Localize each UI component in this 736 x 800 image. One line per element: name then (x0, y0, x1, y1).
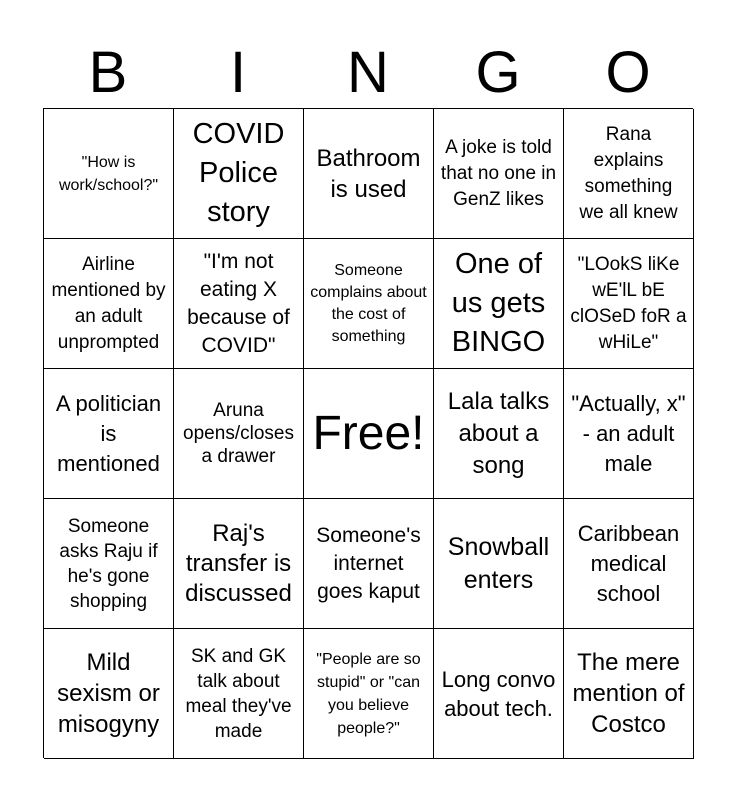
cell-text: "I'm not eating X because of COVID" (187, 249, 290, 357)
cell-text: Long convo about tech. (441, 666, 556, 721)
cell-text: "How is work/school?" (58, 153, 159, 194)
cell-text: COVID Police story (192, 118, 285, 228)
bingo-cell[interactable] (174, 109, 304, 239)
cell-text: Lala talks about a song (447, 387, 550, 479)
bingo-cell[interactable] (304, 239, 434, 369)
cell-text: Mild sexism or misogyny (57, 649, 160, 738)
cell-text: Raj's transfer is discussed (185, 519, 292, 607)
cell-text: Aruna opens/closes a drawer (183, 400, 294, 467)
cell-text: "Actually, x" - an adult male (571, 390, 686, 476)
bingo-cell[interactable] (174, 629, 304, 759)
cell-text: Rana explains something we all knew (579, 123, 678, 223)
cell-text: Someone's internet goes kaput (316, 523, 421, 603)
header-letter-n: N (347, 40, 389, 105)
header-letter-g: G (475, 40, 521, 105)
free-space-text: Free! (312, 406, 425, 460)
bingo-cell[interactable] (304, 499, 434, 629)
cell-text: A joke is told that no one in GenZ likes (440, 136, 557, 210)
header-letter-o: O (605, 40, 651, 105)
cell-text: "People are so stupid" or "can you believe people?" (316, 650, 421, 737)
bingo-cell[interactable] (434, 369, 564, 499)
bingo-cell[interactable] (434, 239, 564, 369)
bingo-cell[interactable] (564, 629, 694, 759)
bingo-cell[interactable] (174, 499, 304, 629)
bingo-cell[interactable] (44, 109, 174, 239)
bingo-header (43, 38, 693, 108)
cell-text: A politician is mentioned (55, 390, 162, 476)
bingo-cell[interactable] (44, 369, 174, 499)
cell-text: The mere mention of Costco (572, 649, 685, 738)
cell-text: Bathroom is used (316, 144, 421, 203)
cell-text: Someone complains about the cost of something (310, 261, 427, 345)
cell-text: One of us gets BINGO (451, 248, 546, 358)
cell-text: SK and GK talk about meal they've made (185, 645, 292, 742)
cell-text: Someone asks Raju if he's gone shopping (59, 515, 158, 612)
cell-text: Airline mentioned by an adult unprompted (51, 253, 166, 353)
header-letter-b: B (88, 40, 128, 105)
cell-text: Snowball enters (447, 532, 550, 594)
bingo-cell[interactable] (564, 499, 694, 629)
bingo-cell[interactable] (564, 239, 694, 369)
bingo-cell[interactable] (304, 629, 434, 759)
bingo-cell[interactable] (174, 369, 304, 499)
bingo-cell[interactable] (44, 239, 174, 369)
bingo-board (43, 108, 693, 758)
bingo-cell[interactable] (564, 369, 694, 499)
bingo-cell[interactable] (434, 629, 564, 759)
bingo-cell[interactable] (44, 499, 174, 629)
bingo-cell[interactable] (174, 239, 304, 369)
bingo-cell[interactable] (304, 109, 434, 239)
bingo-cell[interactable] (564, 109, 694, 239)
cell-text: "LOokS liKe wE'lL bE clOSeD foR a wHiLe" (570, 253, 687, 353)
header-letter-i: I (229, 40, 247, 105)
bingo-cell[interactable] (434, 499, 564, 629)
bingo-cell[interactable] (434, 109, 564, 239)
cell-text: Caribbean medical school (577, 520, 680, 606)
bingo-cell[interactable] (44, 629, 174, 759)
free-space-cell[interactable] (304, 369, 434, 499)
